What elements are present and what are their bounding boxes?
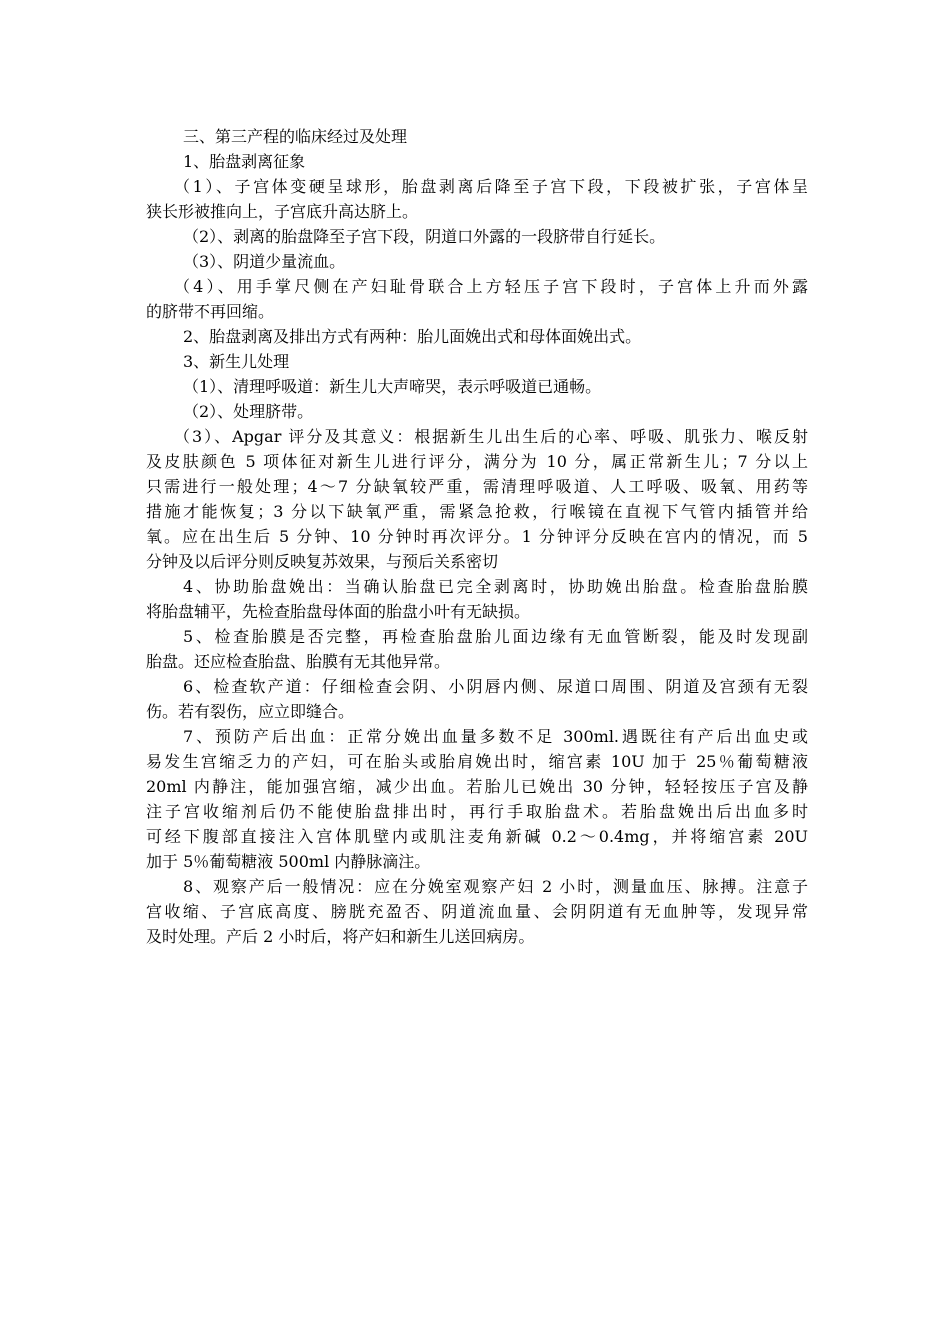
text-line: 伤。若有裂伤，应立即缝合。 <box>146 702 355 721</box>
text-line: （3）、Apgar 评分及其意义：根据新生儿出生后的心率、呼吸、肌张力、喉反射 <box>174 427 808 446</box>
text-line: 宫收缩、子宫底高度、膀胱充盈否、阴道流血量、会阴阴道有无血肿等，发现异常 <box>146 902 808 921</box>
document-body <box>146 124 808 949</box>
section-heading: 三、第三产程的临床经过及处理 <box>183 127 408 146</box>
text-line: （3）、阴道少量流血。 <box>183 252 346 271</box>
text-line: （1）、清理呼吸道：新生儿大声啼哭，表示呼吸道已通畅。 <box>183 377 602 396</box>
text-line: 可经下腹部直接注入宫体肌壁内或肌注麦角新碱 0.2～0.4mg，并将缩宫素 20U <box>146 827 808 846</box>
text-line: 及时处理。产后 2 小时后，将产妇和新生儿送回病房。 <box>146 927 535 946</box>
text-line: 将胎盘辅平，先检查胎盘母体面的胎盘小叶有无缺损。 <box>146 602 531 621</box>
text-line: 胎盘。还应检查胎盘、胎膜有无其他异常。 <box>146 652 451 671</box>
text-line: （2）、剥离的胎盘降至子宫下段，阴道口外露的一段脐带自行延长。 <box>183 227 666 246</box>
text-line: 加于 5％葡萄糖液 500ml 内静脉滴注。 <box>146 852 431 871</box>
text-line: 20ml 内静注，能加强宫缩，减少出血。若胎儿已娩出 30 分钟，轻轻按压子宫及静 <box>146 777 808 796</box>
subheading-newborn-care: 3、新生儿处理 <box>183 352 290 371</box>
text-line: 的脐带不再回缩。 <box>146 302 275 321</box>
text-line: 2、胎盘剥离及排出方式有两种：胎儿面娩出式和母体面娩出式。 <box>183 327 642 346</box>
text-line: （4）、用手掌尺侧在产妇耻骨联合上方轻压子宫下段时，子宫体上升而外露 <box>174 277 808 296</box>
text-line: 6、检查软产道：仔细检查会阴、小阴唇内侧、尿道口周围、阴道及宫颈有无裂 <box>183 677 808 696</box>
text-line: 狭长形被推向上，子宫底升高达脐上。 <box>146 202 419 221</box>
text-line: 7、预防产后出血：正常分娩出血量多数不足 300ml.遇既往有产后出血史或 <box>183 727 808 746</box>
text-line: 4、协助胎盘娩出：当确认胎盘已完全剥离时，协助娩出胎盘。检查胎盘胎膜 <box>183 577 808 596</box>
text-line: （1）、子宫体变硬呈球形，胎盘剥离后降至子宫下段，下段被扩张，子宫体呈 <box>174 177 808 196</box>
text-line: 5、检查胎膜是否完整，再检查胎盘胎儿面边缘有无血管断裂，能及时发现副 <box>183 627 808 646</box>
text-line: 8、观察产后一般情况：应在分娩室观察产妇 2 小时，测量血压、脉搏。注意子 <box>183 877 808 896</box>
text-line: 措施才能恢复；3 分以下缺氧严重，需紧急抢救，行喉镜在直视下气管内插管并给 <box>146 502 808 521</box>
text-line: 氧。应在出生后 5 分钟、10 分钟时再次评分。1 分钟评分反映在宫内的情况，而 5 <box>146 527 808 546</box>
text-line: 易发生宫缩乏力的产妇，可在胎头或胎肩娩出时，缩宫素 10U 加于 25％葡萄糖液 <box>146 752 808 771</box>
text-line: 只需进行一般处理；4～7 分缺氧较严重，需清理呼吸道、人工呼吸、吸氧、用药等 <box>146 477 808 496</box>
text-line: 注子宫收缩剂后仍不能使胎盘排出时，再行手取胎盘术。若胎盘娩出后出血多时 <box>146 802 808 821</box>
subheading-placenta-separation-signs: 1、胎盘剥离征象 <box>183 152 306 171</box>
text-line: 分钟及以后评分则反映复苏效果，与预后关系密切 <box>146 552 499 571</box>
text-line: （2）、处理脐带。 <box>183 402 314 421</box>
text-line: 及皮肤颜色 5 项体征对新生儿进行评分，满分为 10 分，属正常新生儿；7 分以上 <box>146 452 808 471</box>
